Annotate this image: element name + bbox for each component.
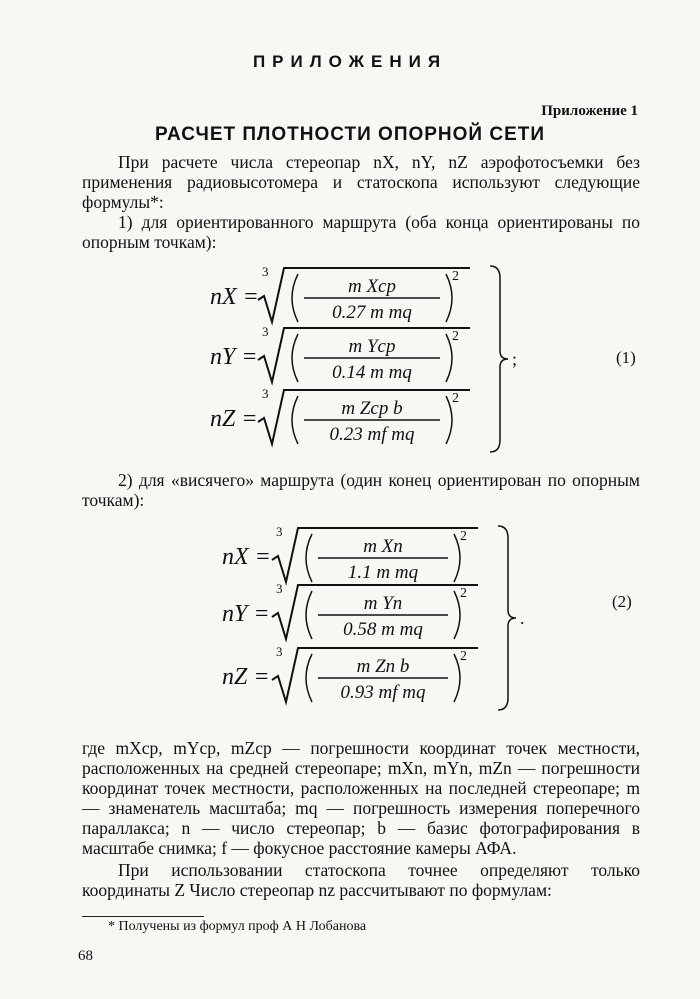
f2-root-index-2: 3	[276, 644, 283, 659]
f1-numerator-2: m Zср b	[341, 398, 403, 419]
f2-lhs-1: nY =	[222, 601, 270, 627]
f2-power-1: 2	[460, 586, 467, 601]
f1-trailing-punct: ;	[512, 349, 518, 369]
f1-numerator-1: m Yср	[348, 336, 396, 357]
f2-numerator-1: m Yn	[363, 593, 403, 614]
f2-denominator-0: 1.1 m mq	[347, 562, 419, 583]
f1-denominator-2: 0.23 mf mq	[329, 424, 415, 445]
f2-power-2: 2	[460, 649, 467, 664]
f2-rparen-2	[454, 654, 460, 702]
page-number: 68	[78, 948, 93, 964]
f1-radical-0	[258, 268, 470, 322]
equation-number-2: (2)	[612, 592, 632, 611]
equation-number-1: (1)	[616, 348, 636, 367]
f2-numerator-2: m Zn b	[356, 656, 410, 677]
explanation-paragraph: где mXср, mYср, mZср — погрешности координат точек местности, расположенных на средней стереопаре; mXn, mYn, mZn — погрешности координат точек местности, расположенных на последней стереопаре; m — знаменатель масштаба; mq — погрешность измерения поперечного параллакса; n — число стереопар; b — базис фотографирования в масштабе снимка; f — фокусное расстояние камеры АФА.	[82, 738, 640, 858]
f1-lparen-2	[292, 396, 298, 444]
f2-lparen-1	[306, 591, 312, 639]
f1-lhs-0: nX =	[210, 284, 259, 310]
formula-system-2	[222, 524, 525, 710]
footnote: * Получены из формул проф А Н Лобанова	[108, 919, 367, 934]
f1-radical-2	[258, 390, 470, 444]
f2-radical-2	[272, 648, 478, 702]
f1-power-2: 2	[452, 391, 459, 406]
f2-trailing-punct: .	[520, 608, 525, 628]
case2-paragraph: 2) для «висячего» маршрута (один конец ориентирован по опорным точкам):	[82, 470, 640, 510]
f2-brace	[498, 526, 516, 710]
f1-lhs-2: nZ =	[210, 406, 258, 432]
f1-denominator-1: 0.14 m mq	[332, 362, 412, 383]
f2-lparen-0	[306, 534, 312, 582]
footnote-rule	[82, 916, 204, 917]
f1-brace	[490, 266, 508, 452]
f1-lparen-1	[292, 334, 298, 382]
f2-power-0: 2	[460, 529, 467, 544]
f2-lparen-2	[306, 654, 312, 702]
appendix-heading: ПРИЛОЖЕНИЯ	[252, 52, 448, 71]
f2-rparen-1	[454, 591, 460, 639]
f2-root-index-1: 3	[276, 581, 283, 596]
intro-paragraph: При расчете числа стереопар nX, nY, nZ аэрофотосъемки без применения радиовысотомера и статоскопа используют следующие формулы*:	[82, 152, 640, 212]
f1-root-index-0: 3	[262, 264, 269, 279]
f1-power-1: 2	[452, 329, 459, 344]
f1-rparen-2	[446, 396, 452, 444]
case1-paragraph: 1) для ориентированного маршрута (оба конца ориентированы по опорным точкам):	[82, 212, 640, 252]
f2-rparen-0	[454, 534, 460, 582]
last-paragraph: При использовании статоскопа точнее определяют только координаты Z Число стереопар nz рассчитывают по формулам:	[82, 860, 640, 900]
f2-lhs-0: nX =	[222, 544, 271, 570]
formula-system-1	[210, 264, 517, 452]
f1-radical-1	[258, 328, 470, 382]
f1-denominator-0: 0.27 m mq	[332, 302, 412, 323]
appendix-label: Приложение 1	[541, 103, 638, 119]
f1-lparen-0	[292, 274, 298, 322]
f2-denominator-2: 0.93 mf mq	[340, 682, 426, 703]
section-title: РАСЧЕТ ПЛОТНОСТИ ОПОРНОЙ СЕТИ	[154, 124, 546, 145]
f1-numerator-0: m Xср	[347, 276, 397, 297]
f1-root-index-2: 3	[262, 386, 269, 401]
f1-rparen-1	[446, 334, 452, 382]
f1-root-index-1: 3	[262, 324, 269, 339]
f1-power-0: 2	[452, 269, 459, 284]
f2-numerator-0: m Xn	[363, 536, 403, 557]
f2-radical-1	[272, 585, 478, 639]
f1-lhs-1: nY =	[210, 344, 258, 370]
f2-radical-0	[272, 528, 478, 582]
f2-lhs-2: nZ =	[222, 664, 270, 690]
f2-root-index-0: 3	[276, 524, 283, 539]
f1-rparen-0	[446, 274, 452, 322]
f2-denominator-1: 0.58 m mq	[343, 619, 423, 640]
